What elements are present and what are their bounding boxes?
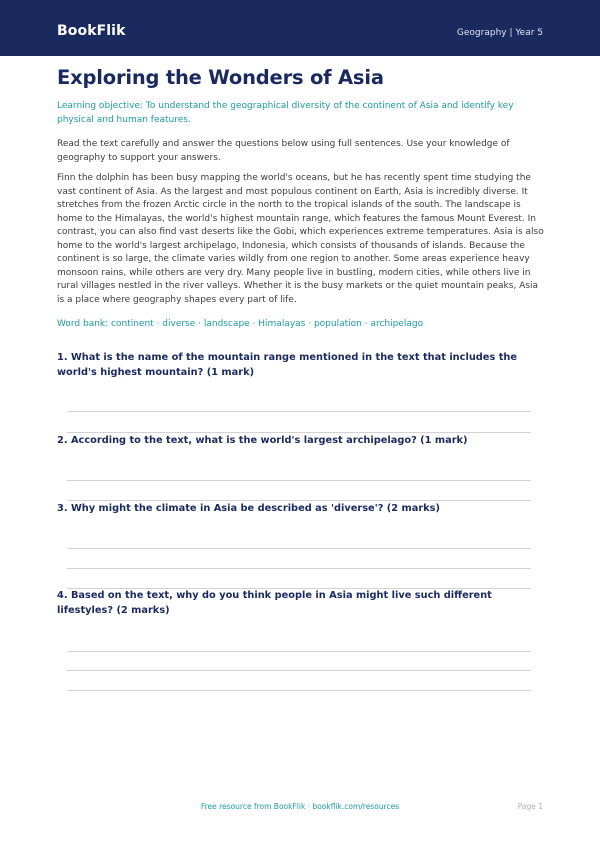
answer-line[interactable] xyxy=(67,651,531,652)
question-1: 1. What is the name of the mountain range mentioned in the text that includes the world's highest mountain? (1 mark) xyxy=(57,352,517,378)
question-4: 4. Based on the text, why do you think people in Asia might live such different lifestyles? (2 marks) xyxy=(57,590,492,616)
page-header xyxy=(0,0,600,56)
learning-objective: Learning objective: To understand the geographical diversity of the continent of Asia and identify key physical and human features. xyxy=(57,101,514,125)
subject-year-label: Geography | Year 5 xyxy=(456,28,543,38)
page-title: Exploring the Wonders of Asia xyxy=(57,66,384,89)
answer-line[interactable] xyxy=(67,411,531,412)
instructions: Read the text carefully and answer the questions below using full sentences. Use your knowledge of geography to support your answers. xyxy=(57,139,510,163)
brand-logo: BookFlik xyxy=(57,23,126,39)
answer-line[interactable] xyxy=(67,568,531,569)
question-2: 2. According to the text, what is the world's largest archipelago? (1 mark) xyxy=(57,435,468,446)
answer-line[interactable] xyxy=(67,480,531,481)
question-3: 3. Why might the climate in Asia be described as 'diverse'? (2 marks) xyxy=(57,503,440,514)
page-number: Page 1 xyxy=(517,802,543,811)
answer-line[interactable] xyxy=(67,548,531,549)
answer-line[interactable] xyxy=(67,690,531,691)
reading-passage: Finn the dolphin has been busy mapping the world's oceans, but he has recently spent time studying the vast continent of Asia. As the largest and most populous continent on Earth, Asia is incredibly diverse. It stretches from the frozen Arctic circle in the north to the tropical islands of the south. The landscape is home to the Himalayas, the world's highest mountain range, which features the famous Mount Everest. In contrast, you can also find vast deserts like the Gobi, which experiences extreme temperatures. Asia is also home to the world's largest archipelago, Indonesia, which consists of thousands of islands. Because the continent is so large, the climate varies wildly from one region to another. Some areas experience heavy monsoon rains, while others are very dry. Many people live in bustling, modern cities, while others live in rural villages nestled in the river valleys. Whether it is the busy markets or the quiet mountain peaks, Asia is a place where geography shapes every part of life. xyxy=(57,173,544,305)
word-bank: Word bank: continent · diverse · landscape · Himalayas · population · archipelago xyxy=(57,319,424,329)
footer-link[interactable]: Free resource from BookFlik · bookflik.com/resources xyxy=(200,802,400,811)
answer-line[interactable] xyxy=(67,670,531,671)
